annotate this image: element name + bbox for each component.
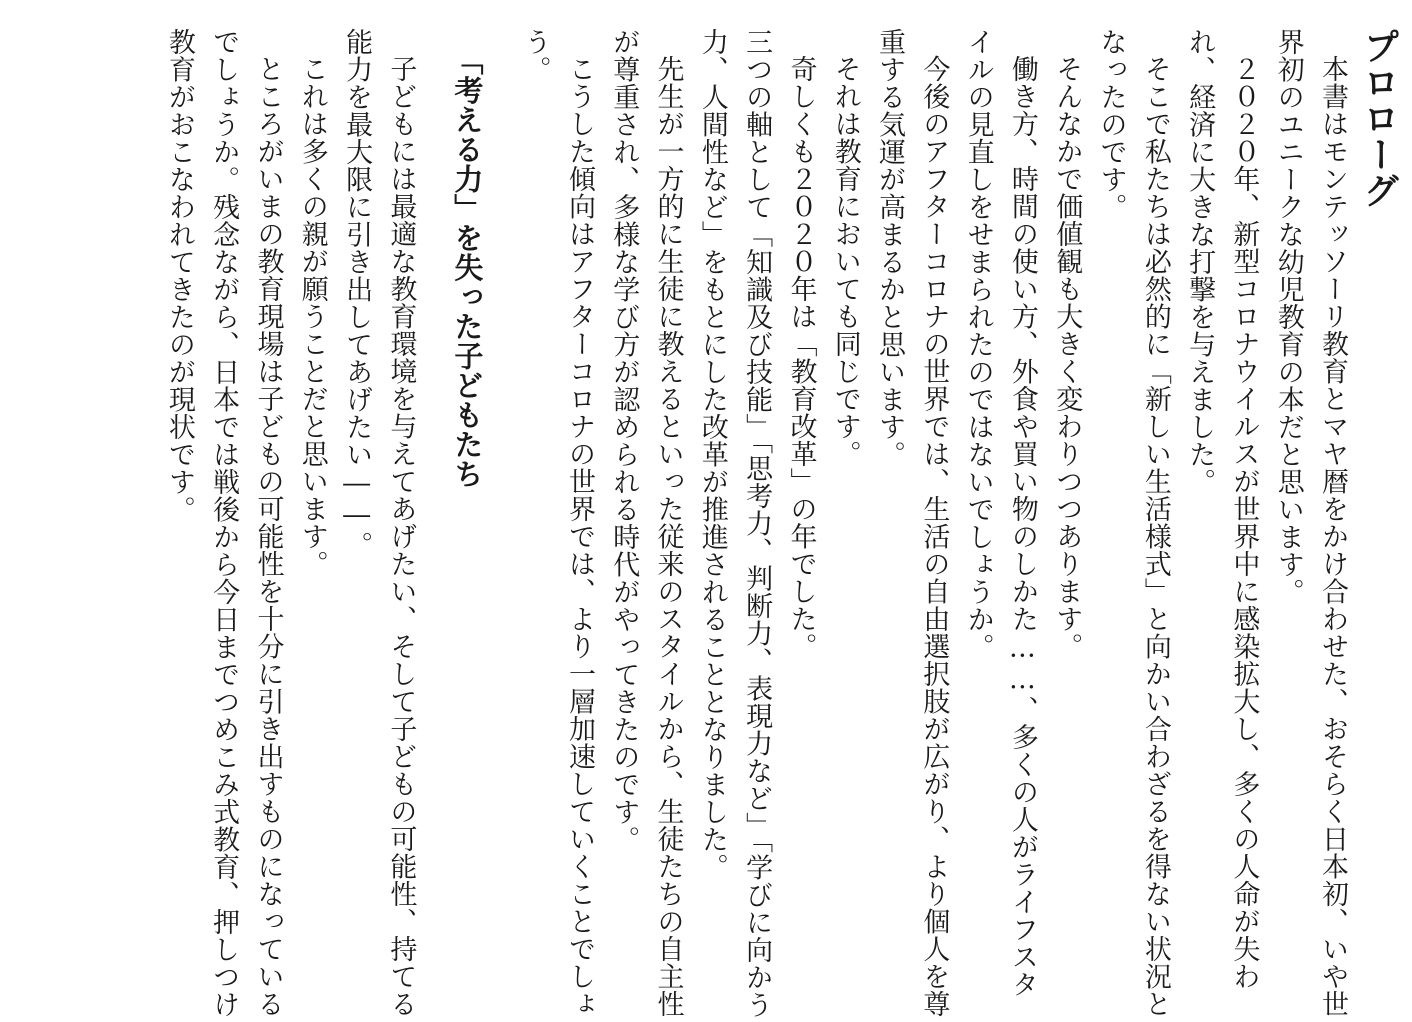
paragraph: 本書はモンテッソーリ教育とマヤ暦をかけ合わせた、おそらく日本初、いや世界初のユニークな幼児教育の本だと思います。: [1272, 28, 1348, 1018]
paragraph: それは教育においても同じです。: [829, 55, 861, 468]
chapter-title: プロローグ: [1358, 28, 1399, 208]
paragraph: こうした傾向はアフターコロナの世界では、より一層加速していくことでしょう。: [519, 28, 595, 1018]
paragraph: そんなかで価値観も大きく変わりつつあります。: [1051, 55, 1083, 660]
paragraph: 子どもには最適な教育環境を与えてあげたい、そして子どもの可能性、持てる能力を最大限に引き出してあげたい――。: [341, 28, 417, 1018]
vertical-body-text: [157, 28, 1354, 1022]
section-heading: 「考える力」を失った子どもたち: [450, 46, 485, 489]
paragraph: 今後のアフターコロナの世界では、生活の自由選択肢が広がり、より個人を尊重する気運が高まるかと思います。: [874, 28, 950, 1018]
paragraph: 先生が一方的に生徒に教えるといった従来のスタイルから、生徒たちの自主性が尊重され、多様な学び方が認められる時代がやってきたのです。: [608, 28, 684, 1018]
paragraph: 奇しくも２０２０年は「教育改革」の年でした。: [785, 55, 817, 660]
paragraph: ところがいまの教育現場は子どもの可能性を十分に引き出すものになっているでしょうか。残念ながら、日本では戦後から今日までつめこみ式教育、押しつけ教育がおこなわれてきたのが現状です。: [163, 28, 284, 1018]
paragraph: 働き方、時間の使い方、外食や買い物のしかた……、多くの人がライフスタイルの見直しをせまられたのではないでしょうか。: [962, 28, 1038, 998]
paragraph: これは多くの親が願うことだと思います。: [296, 55, 328, 578]
paragraph: そこで私たちは必然的に「新しい生活様式」と向かい合わざるを得ない状況となったのです。: [1095, 28, 1171, 1018]
paragraph: ２０２０年、新型コロナウイルスが世界中に感染拡大し、多くの人命が失われ、経済に大きな打撃を与えました。: [1184, 28, 1260, 990]
paragraph: 三つの軸として「知識及び技能」「思考力、判断力、表現力など」「学びに向かう力、人間性など」をもとにした改革が推進されることとなりました。: [696, 28, 773, 1019]
